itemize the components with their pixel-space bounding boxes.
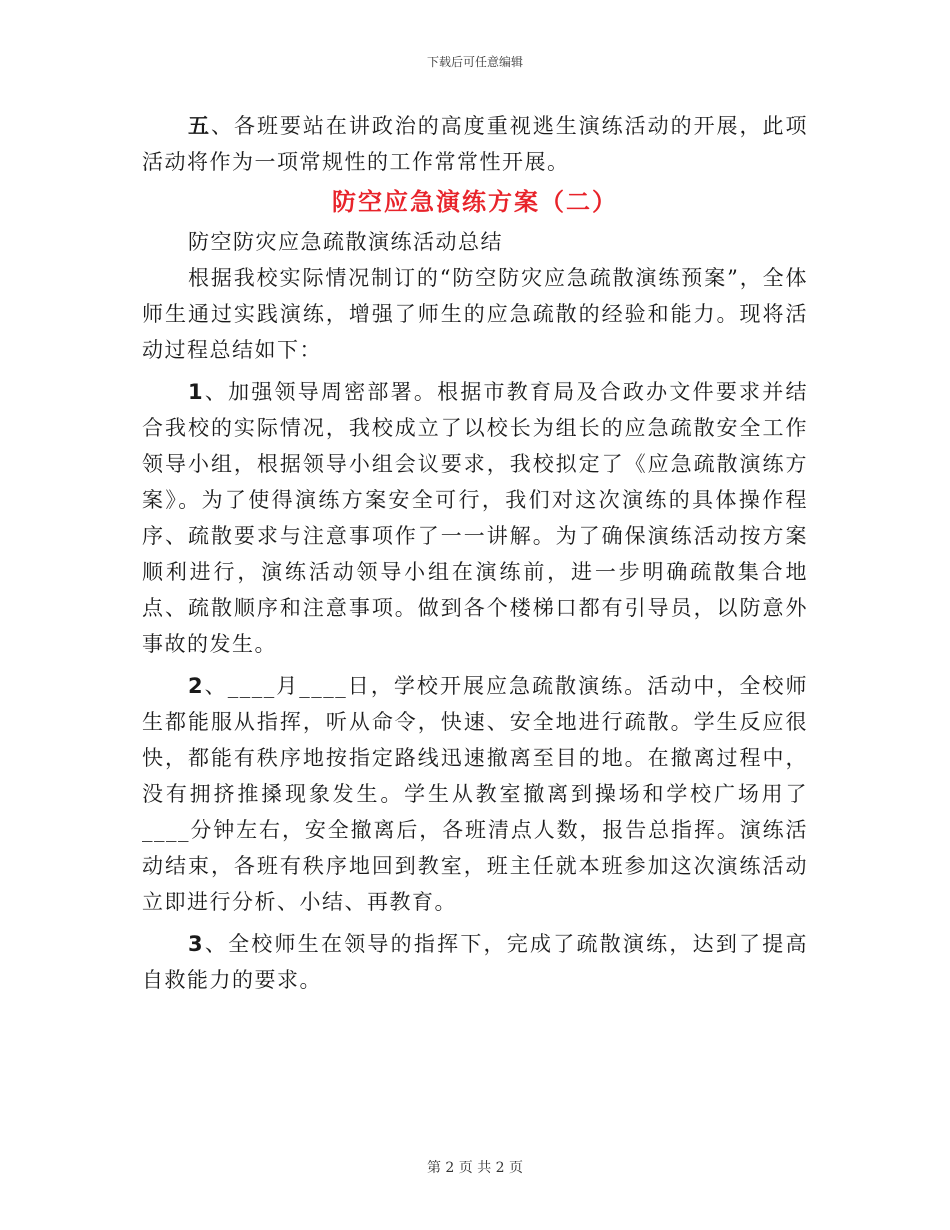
paragraph-number: 2 [188, 674, 205, 698]
page-header: 下载后可任意编辑 [426, 55, 523, 69]
paragraph-number: 1 [188, 380, 205, 404]
document-subtitle: 防空防灾应急疏散演练活动总结 [188, 230, 503, 254]
document-title: 防空应急演练方案（二） [332, 188, 618, 216]
intro-paragraph: 根据我校实际情况制订的“防空防灾应急疏散演练预案”，全体师生通过实践演练，增强了师生的应急疏散的经验和能力。现将活动过程总结如下： [142, 266, 808, 362]
document-body [142, 108, 808, 998]
paragraph-text: 、全校师生在领导的指挥下，完成了疏散演练，达到了提高自救能力的要求。 [142, 932, 808, 992]
paragraph-text: 、____月____日，学校开展应急疏散演练。活动中，全校师生都能服从指挥，听从命令，快速、安全地进行疏散。学生反应很快，都能有秩序地按指定路线迅速撤离至目的地。在撤离过程中，没有拥挤推搡现象发生。学生从教室撤离到操场和学校广场用了____分钟左右，安全撤离后，各班清点人数，报告总指挥。演练活动结束，各班有秩序地回到教室，班主任就本班参加这次演练活动立即进行分析、小结、再教育。 [142, 674, 808, 914]
paragraph-five [142, 108, 808, 180]
paragraph-three [142, 926, 808, 998]
paragraph-number: 3 [188, 932, 205, 956]
page-footer: 第 2 页 共 2 页 [426, 1160, 524, 1176]
paragraph-one [142, 374, 808, 662]
paragraph-number: 五 [188, 114, 211, 138]
paragraph-text: 、加强领导周密部署。根据市教育局及合政办文件要求并结合我校的实际情况，我校成立了以校长为组长的应急疏散安全工作领导小组，根据领导小组会议要求，我校拟定了《应急疏散演练方案》。为了使得演练方案安全可行，我们对这次演练的具体操作程序、疏散要求与注意事项作了一一讲解。为了确保演练活动按方案顺利进行，演练活动领导小组在演练前，进一步明确疏散集合地点、疏散顺序和注意事项。做到各个楼梯口都有引导员，以防意外事故的发生。 [142, 380, 808, 656]
paragraph-text: 、各班要站在讲政治的高度重视逃生演练活动的开展，此项活动将作为一项常规性的工作常常性开展。 [142, 114, 809, 174]
paragraph-two [142, 668, 808, 920]
